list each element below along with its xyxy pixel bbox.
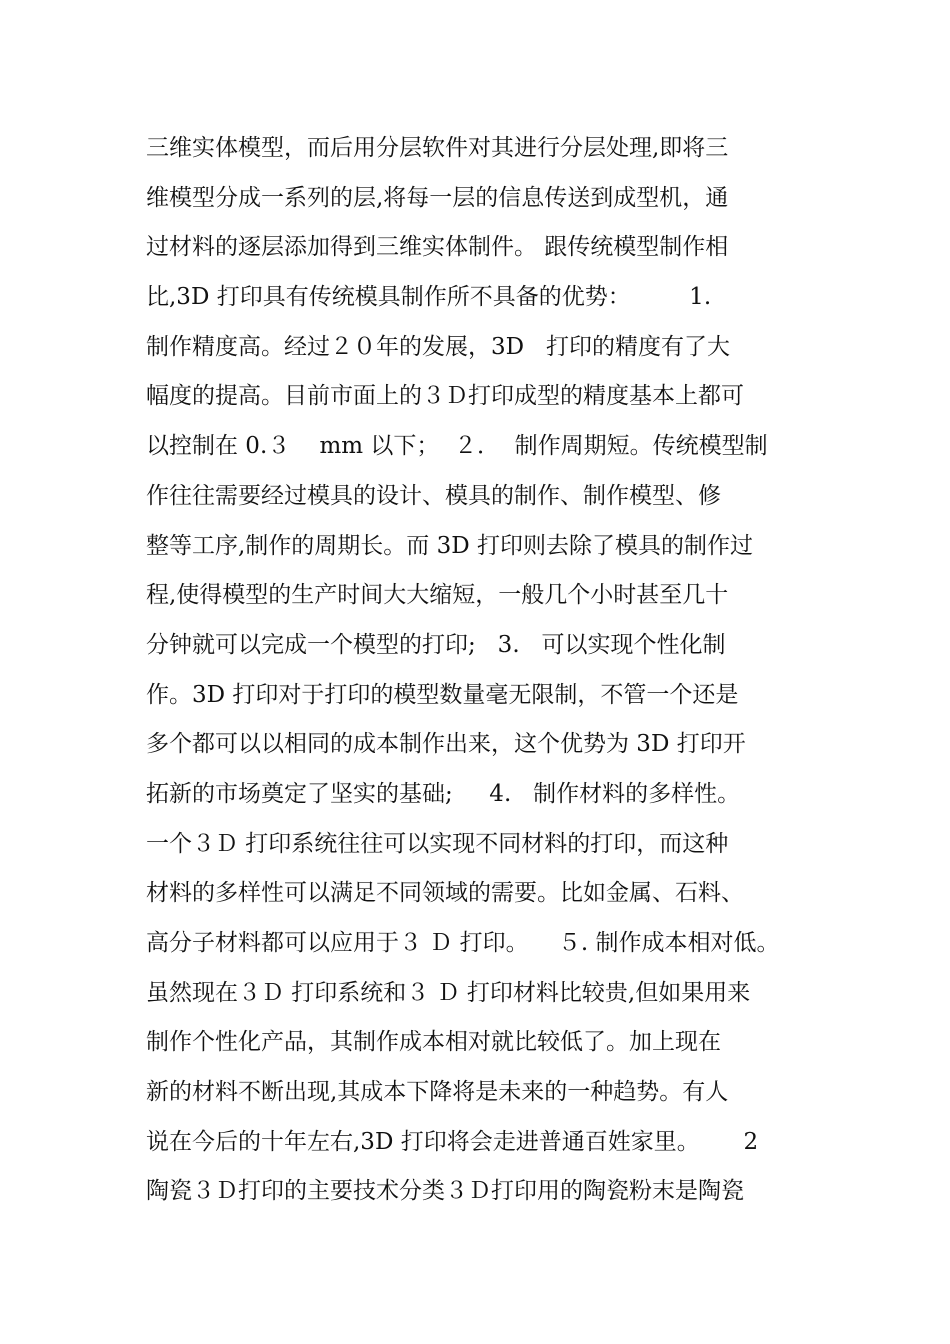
text-line: 幅度的提高。目前市面上的３Ｄ打印成型的精度基本上都可 <box>146 383 744 410</box>
text-line: 虽然现在３Ｄ 打印系统和３ Ｄ 打印材料比较贵,但如果用来 <box>146 979 751 1006</box>
text-line: 制作个性化产品，其制作成本相对就比较低了。加上现在 <box>146 1029 721 1056</box>
text-line: 新的材料不断出现,其成本下降将是未来的一种趋势。有人 <box>146 1079 729 1106</box>
text-line: 比,3D 打印具有传统模具制作所不具备的优势： 1. <box>146 284 712 311</box>
text-line: 拓新的市场奠定了坚实的基础; 4. 制作材料的多样性。 <box>146 780 741 807</box>
text-line: 三维实体模型，而后用分层软件对其进行分层处理,即将三 <box>146 135 729 161</box>
text-line: 维模型分成一系列的层,将每一层的信息传送到成型机，通 <box>146 184 729 211</box>
body-paragraph <box>146 124 826 1217</box>
text-line: 程,使得模型的生产时间大大缩短，一般几个小时甚至几十 <box>146 582 729 609</box>
text-line: 高分子材料都可以应用于３ Ｄ 打印。 ５. 制作成本相对低。 <box>146 930 780 956</box>
text-line: 陶瓷３Ｄ打印的主要技术分类３Ｄ打印用的陶瓷粉末是陶瓷 <box>146 1178 744 1205</box>
text-line: 制作精度高。经过２０年的发展，3D 打印的精度有了大 <box>146 333 731 360</box>
text-line: 作往往需要经过模具的设计、模具的制作、制作模型、修 <box>146 482 721 509</box>
text-line: 多个都可以以相同的成本制作出来，这个优势为 3D 打印开 <box>146 731 746 758</box>
text-line: 一个３Ｄ 打印系统往往可以实现不同材料的打印，而这种 <box>146 830 729 857</box>
text-line: 以控制在 0.３ mm 以下； ２． 制作周期短。传统模型制 <box>146 433 768 460</box>
text-line: 材料的多样性可以满足不同领域的需要。比如金属、石料、 <box>146 880 744 907</box>
text-line: 分钟就可以完成一个模型的打印; 3. 可以实现个性化制 <box>146 631 726 658</box>
text-line: 说在今后的十年左右,3D 打印将会走进普通百姓家里。 2 <box>146 1128 759 1155</box>
text-line: 整等工序,制作的周期长。而 3D 打印则去除了模具的制作过 <box>146 532 754 559</box>
text-line: 作。3D 打印对于打印的模型数量毫无限制，不管一个还是 <box>146 681 739 708</box>
text-line: 过材料的逐层添加得到三维实体制件。 跟传统模型制作相 <box>146 234 729 261</box>
